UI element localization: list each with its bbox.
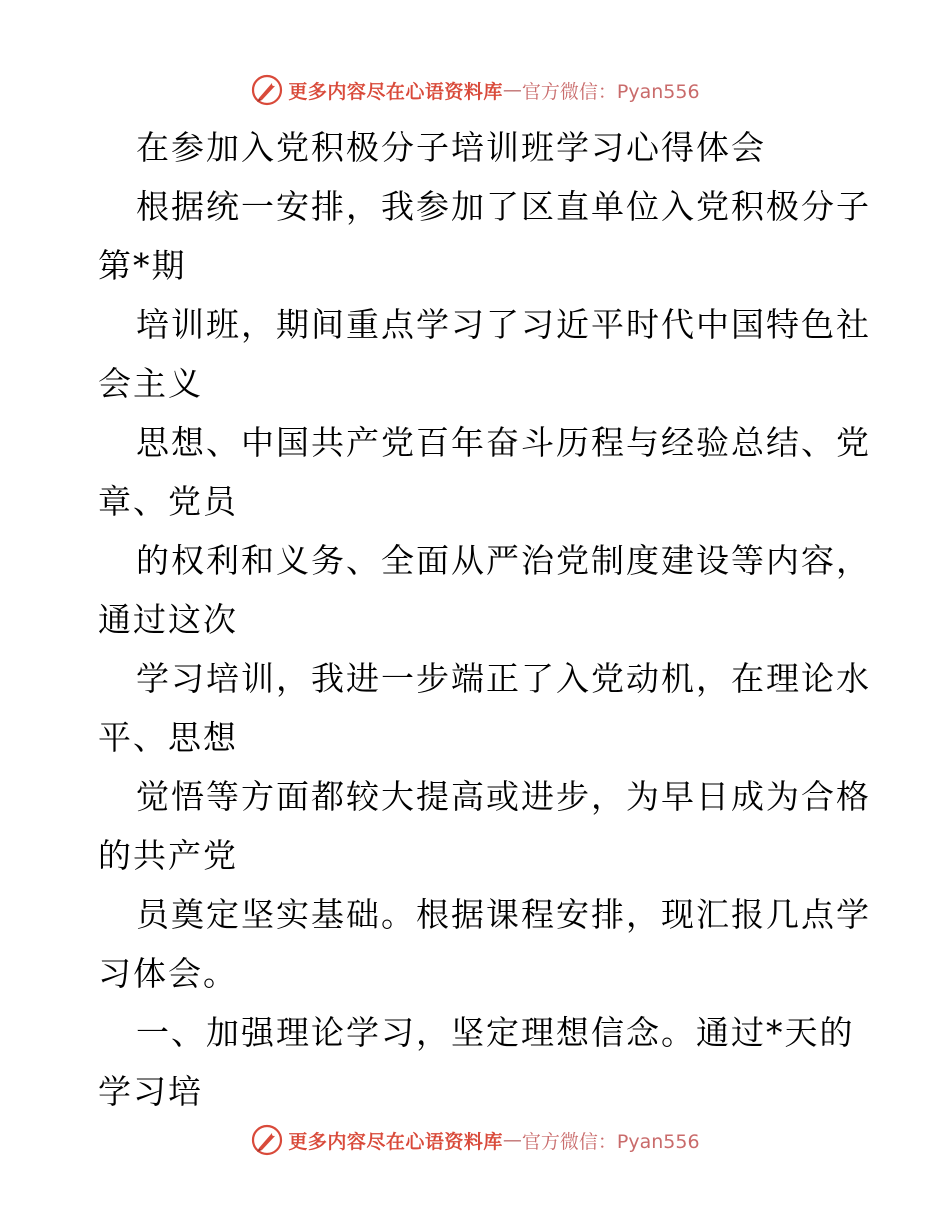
text-line: 平、思想 (98, 718, 238, 757)
text-line: 学习培 (98, 1072, 203, 1111)
text-line: 学习培训，我进一步端正了入党动机，在理论水 (136, 659, 871, 698)
text-line: 章、党员 (98, 482, 238, 521)
text-line: 员奠定坚实基础。根据课程安排，现汇报几点学 (136, 895, 871, 934)
text-line: 会主义 (98, 364, 203, 403)
watermark-contact: 官方微信：Pyan556 (521, 80, 700, 103)
footer-watermark (0, 1120, 950, 1160)
pen-logo-icon (250, 1123, 284, 1157)
watermark-separator: — (502, 79, 522, 101)
text-line: 第*期 (98, 246, 187, 285)
text-line: 的权利和义务、全面从严治党制度建设等内容， (136, 541, 871, 580)
watermark-separator: — (502, 1129, 522, 1151)
watermark-text: 更多内容尽在心语资料库 (288, 1130, 503, 1153)
text-line: 习体会。 (98, 954, 238, 993)
text-line: 根据统一安排，我参加了区直单位入党积极分子 (136, 187, 871, 226)
text-line: 觉悟等方面都较大提高或进步，为早日成为合格 (136, 777, 871, 816)
header-watermark (0, 70, 950, 110)
pen-logo-icon (250, 73, 284, 107)
section-heading-line: 一、加强理论学习，坚定理想信念。通过*天的 (136, 1013, 855, 1052)
text-line: 培训班，期间重点学习了习近平时代中国特色社 (136, 305, 871, 344)
text-line: 的共产党 (98, 836, 238, 875)
document-body (98, 118, 871, 1121)
text-line: 通过这次 (98, 600, 238, 639)
text-line: 思想、中国共产党百年奋斗历程与经验总结、党 (136, 423, 871, 462)
watermark-text: 更多内容尽在心语资料库 (288, 80, 503, 103)
document-title: 在参加入党积极分子培训班学习心得体会 (136, 128, 766, 167)
watermark-contact: 官方微信：Pyan556 (521, 1130, 700, 1153)
